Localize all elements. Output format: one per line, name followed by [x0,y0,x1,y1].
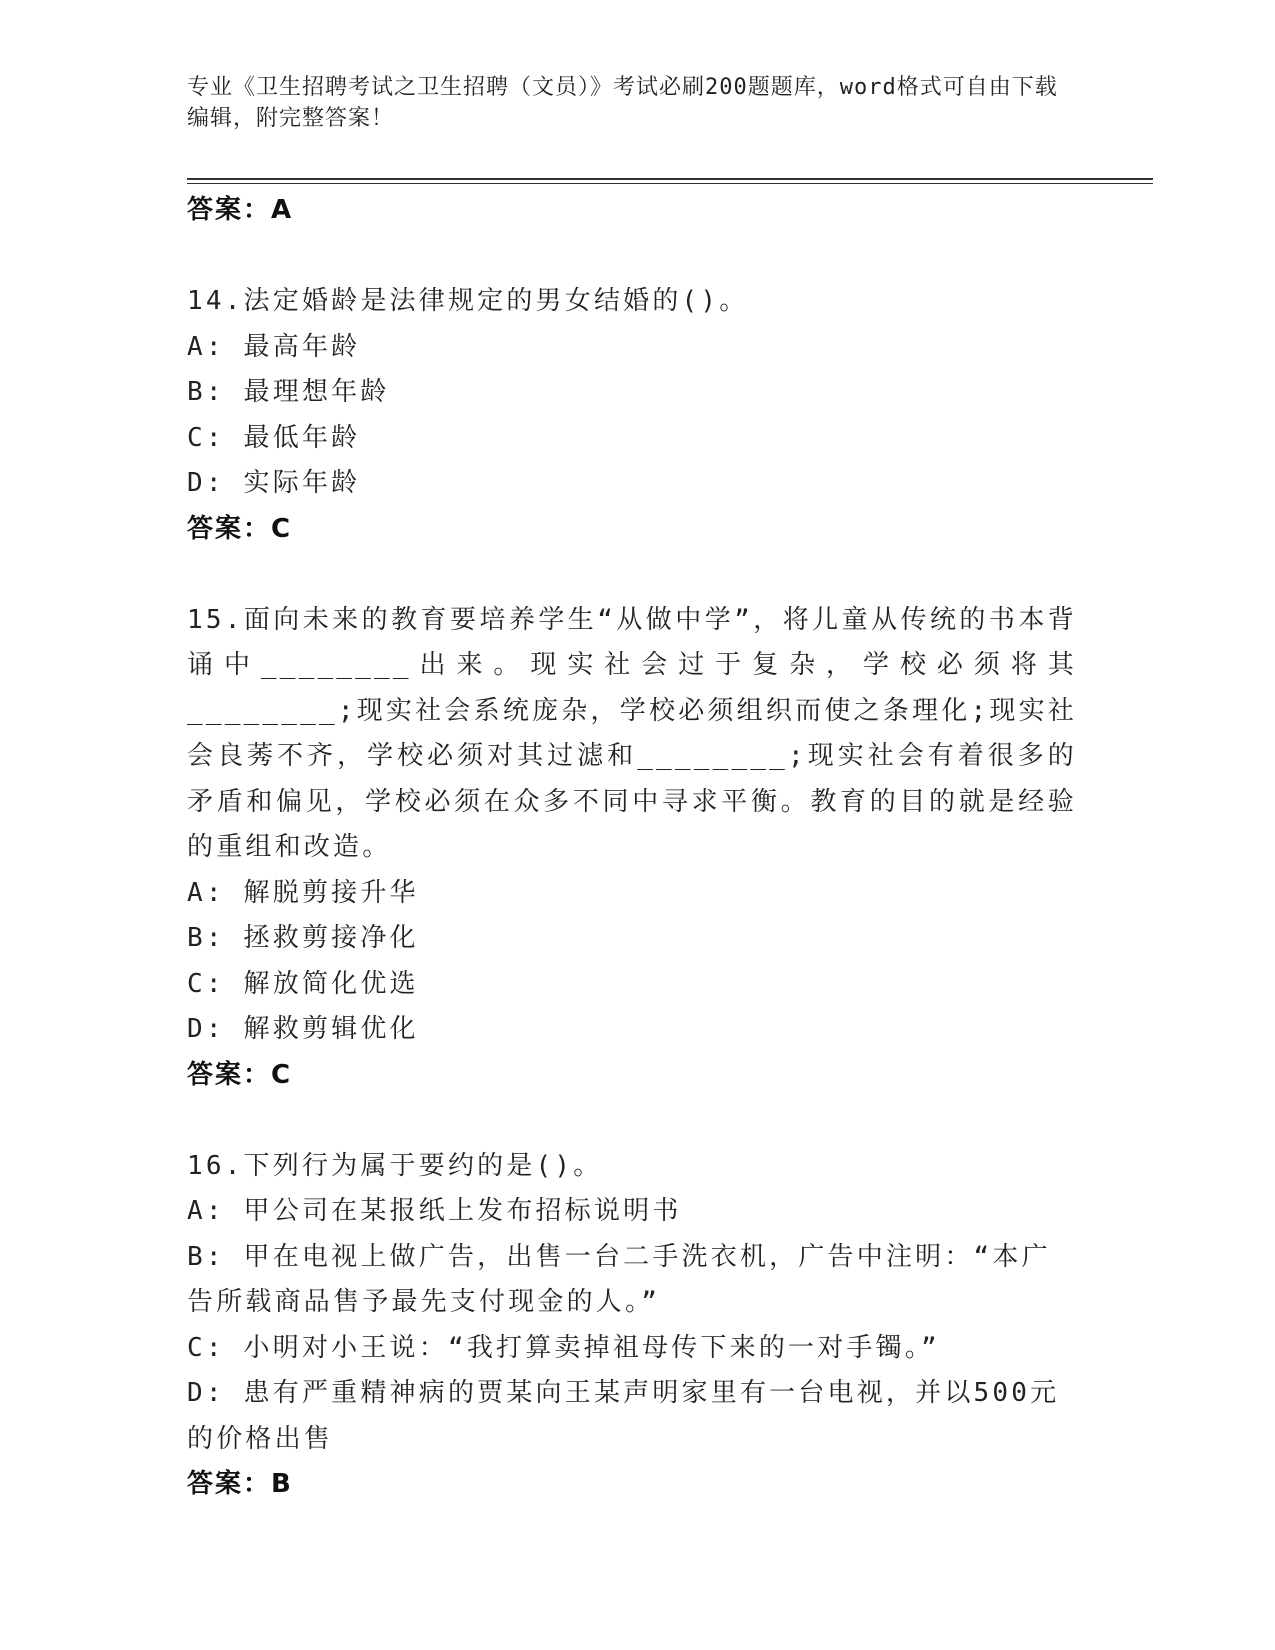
option-d: D: 患有严重精神病的贾某向王某声明家里有一台电视，并以500元的价格出售 [187,1378,1060,1454]
question-stem: 16.下列行为属于要约的是()。 [187,1150,603,1181]
option-a: A: 解脱剪接升华 [187,877,419,908]
option-b: B: 最理想年龄 [187,377,390,407]
page-header: 专业《卫生招聘考试之卫生招聘（文员）》考试必刷200题题库，word格式可自由下载编辑，附完整答案！ [187,75,1058,131]
option-c: C: 最低年龄 [187,422,361,453]
question-block [187,598,1077,1099]
question-list [187,188,1077,1508]
answer-line: 答案：B [187,1469,293,1499]
question-stem: 15.面向未来的教育要培养学生“从做中学”，将儿童从传统的书本背诵中________出来。现实社会过于复杂，学校必须将其________;现实社会系统庞杂，学校必须组织而使之条理化;现实社会良莠不齐，学校必须对其过滤和________;现实社会有着很多的矛盾和偏见，学校必须在众多不同中寻求平衡。教育的目的就是经验的重组和改造。 [187,604,1077,862]
answer-line: 答案：C [187,1059,293,1090]
option-c: C: 解放简化优选 [187,968,419,999]
option-d: D: 实际年龄 [187,468,361,498]
spacer [187,552,1077,598]
option-d: D: 解救剪辑优化 [187,1014,419,1044]
question-stem: 14.法定婚龄是法律规定的男女结婚的()。 [187,286,749,316]
answer-line: 答案：C [187,513,293,544]
option-b: B: 拯救剪接净化 [187,923,419,953]
option-a: A: 最高年龄 [187,331,361,362]
header-divider-thick [187,178,1153,180]
spacer [187,1098,1077,1144]
option-c: C: 小明对小王说：“我打算卖掉祖母传下来的一对手镯。” [187,1332,940,1363]
option-b: B: 甲在电视上做广告，出售一台二手洗衣机，广告中注明：“本广告所载商品售予最先支付现金的人。” [187,1241,1051,1317]
header-divider-thin [187,183,1153,184]
spacer [187,234,1077,280]
question-block [187,1144,1077,1508]
option-a: A: 甲公司在某报纸上发布招标说明书 [187,1196,682,1226]
previous-answer: 答案：A [187,195,294,225]
question-block [187,279,1077,552]
